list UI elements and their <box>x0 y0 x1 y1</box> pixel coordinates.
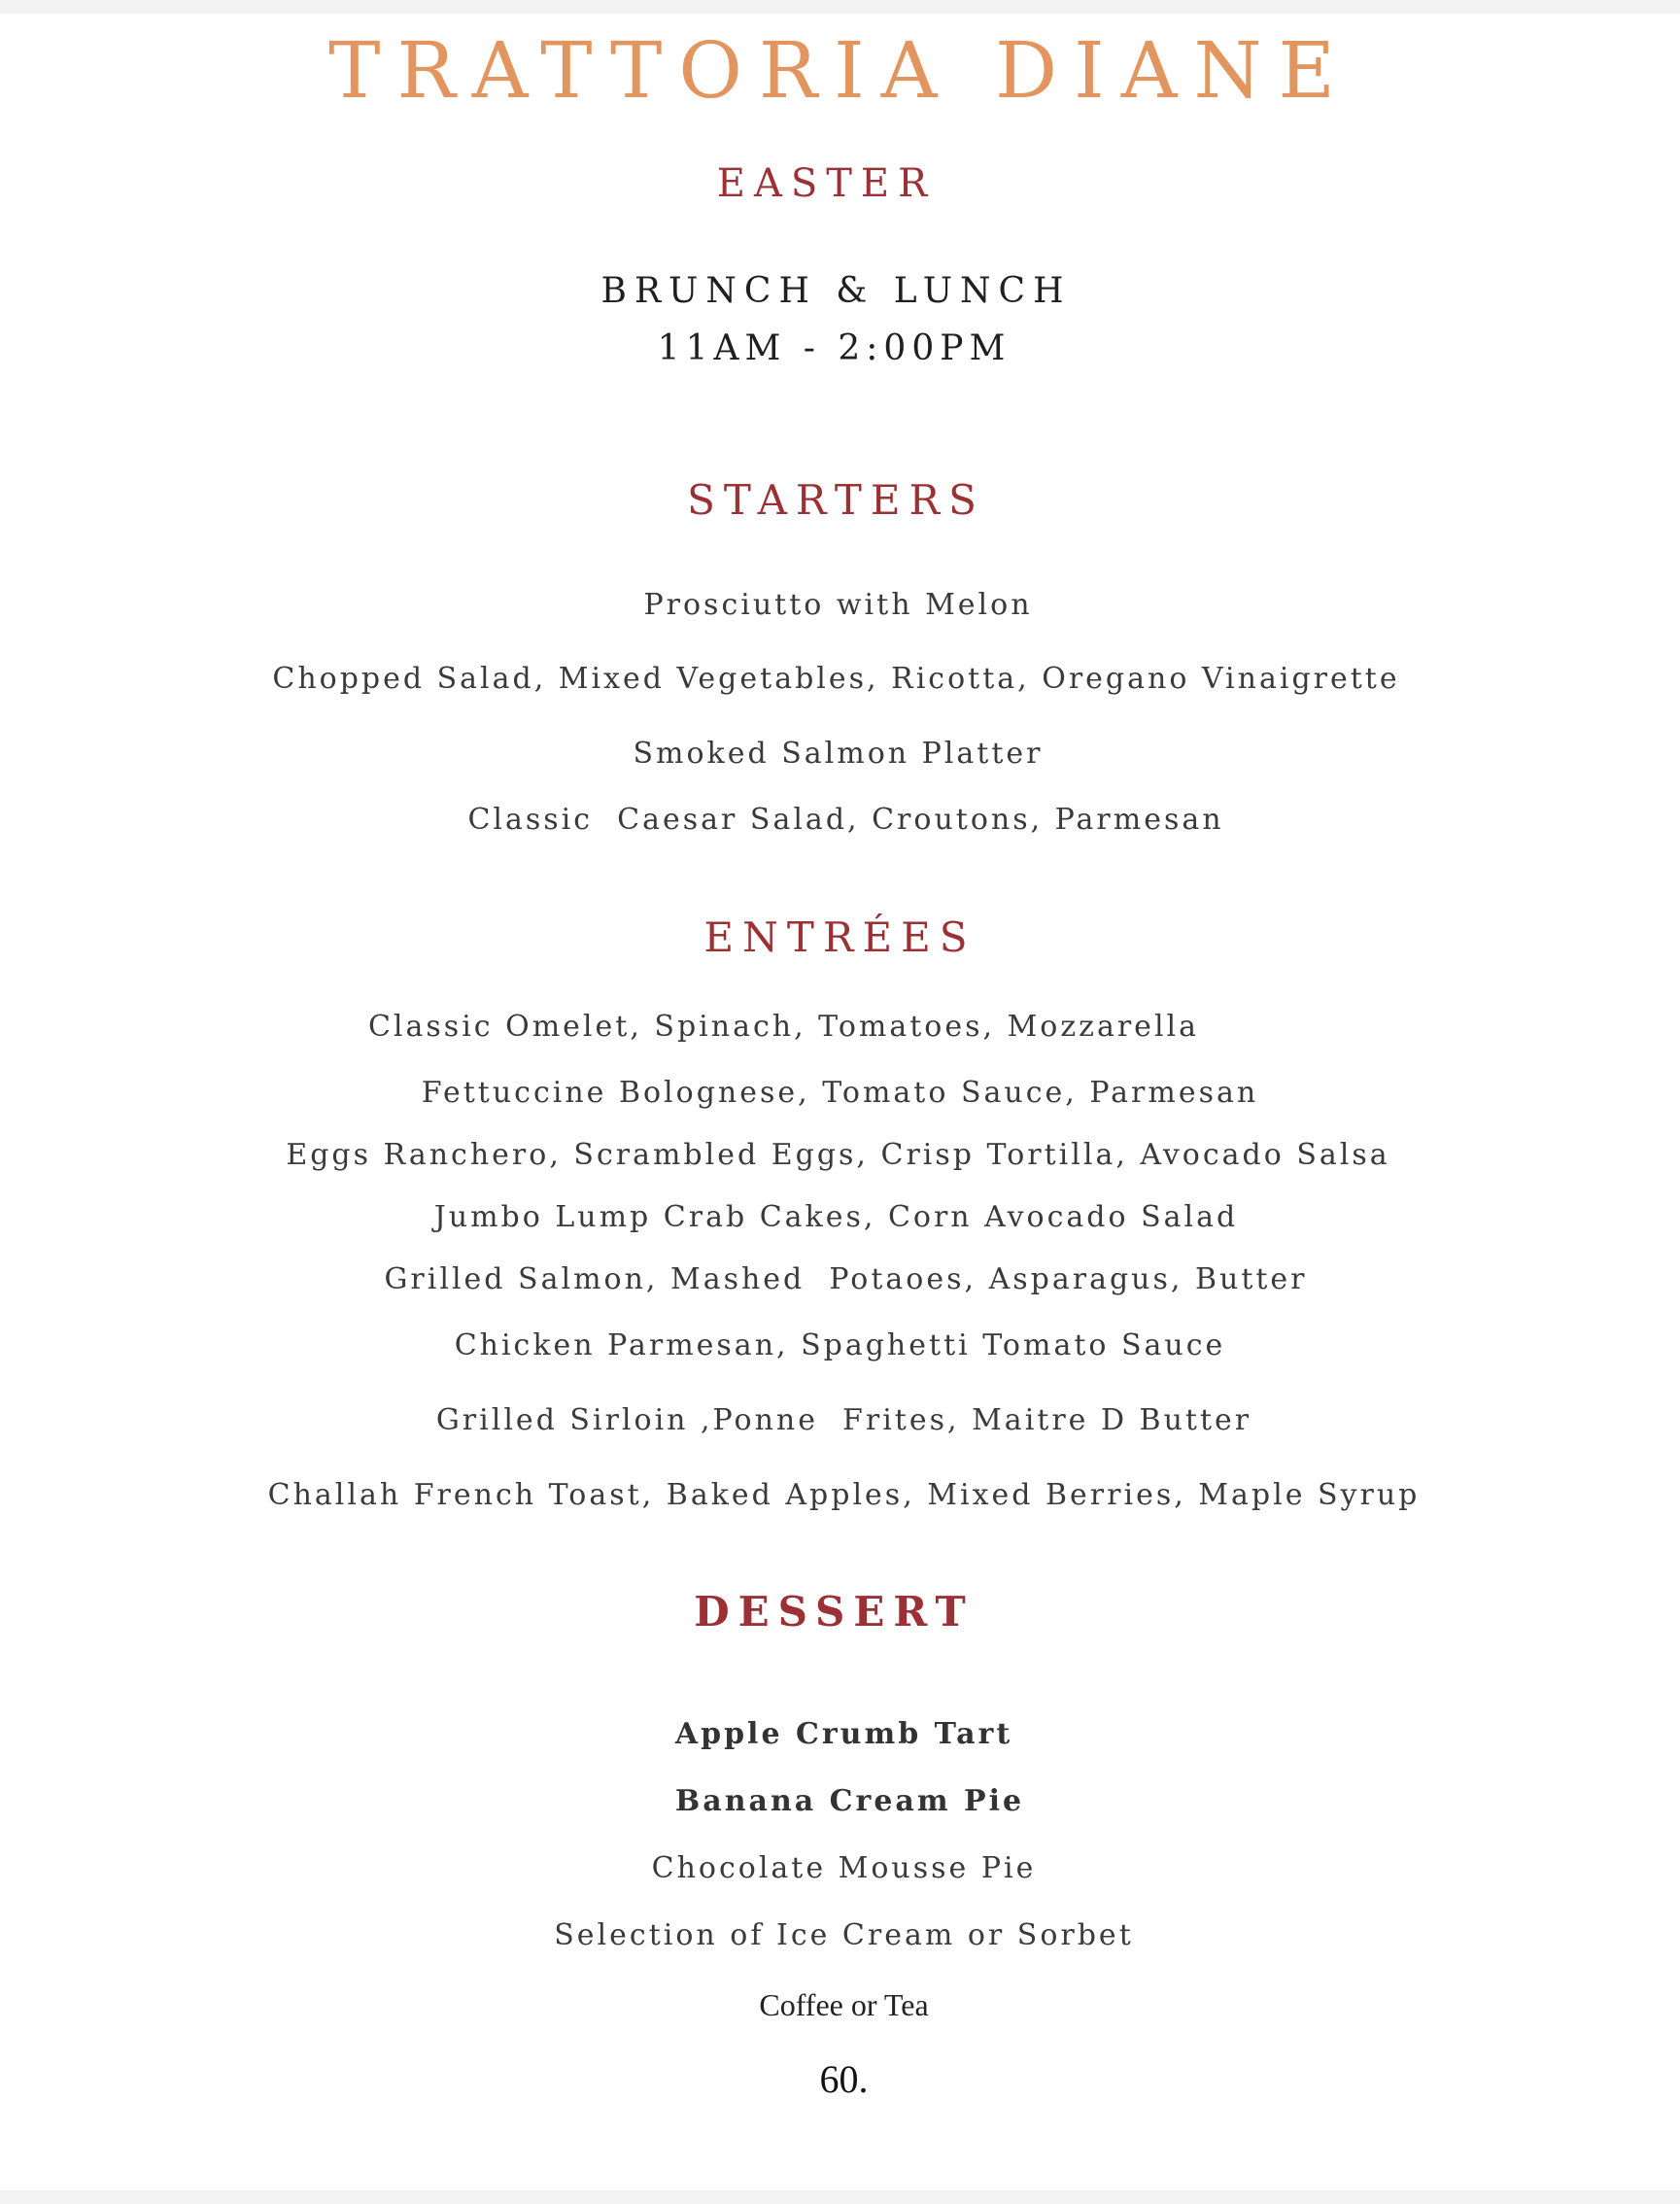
dessert-item: Banana Cream Pie <box>674 1784 1025 1818</box>
menu-price: 60. <box>819 2057 869 2101</box>
restaurant-name: TRATTORIA DIANE <box>328 25 1352 116</box>
menu-page <box>0 14 1680 2190</box>
entree-item: Eggs Ranchero, Scrambled Eggs, Crisp Tortilla, Avocado Salsa <box>286 1138 1390 1172</box>
entree-item: Chicken Parmesan, Spaghetti Tomato Sauce <box>454 1328 1226 1362</box>
occasion-title: EASTER <box>716 161 937 206</box>
section-title-dessert: DESSERT <box>694 1588 975 1636</box>
dessert-item: Selection of Ice Cream or Sorbet <box>554 1918 1134 1952</box>
entree-item: Fettuccine Bolognese, Tomato Sauce, Parmesan <box>421 1076 1259 1110</box>
starter-item: Chopped Salad, Mixed Vegetables, Ricotta, Oregano Vinaigrette <box>272 662 1400 696</box>
dessert-item: Apple Crumb Tart <box>674 1717 1013 1751</box>
section-title-starters: STARTERS <box>687 476 985 524</box>
entree-item: Grilled Sirloin ,Ponne Frites, Maitre D Butter <box>435 1403 1252 1437</box>
service-title: BRUNCH & LUNCH <box>600 271 1072 311</box>
starter-item: Prosciutto with Melon <box>643 588 1033 622</box>
starter-item: Smoked Salmon Platter <box>633 737 1044 771</box>
dessert-item: Coffee or Tea <box>759 1987 929 2022</box>
entree-item: Classic Omelet, Spinach, Tomatoes, Mozzarella <box>367 1010 1200 1044</box>
entree-item: Grilled Salmon, Mashed Potaoes, Asparagus, Butter <box>384 1262 1308 1296</box>
service-hours: 11AM - 2:00PM <box>657 328 1011 368</box>
section-title-entrees: ENTRÉES <box>703 913 977 961</box>
page-bottom-margin <box>0 2190 1680 2204</box>
entree-item: Jumbo Lump Crab Cakes, Corn Avocado Salad <box>433 1200 1239 1234</box>
starter-item: Classic Caesar Salad, Croutons, Parmesan <box>467 803 1224 837</box>
dessert-item: Chocolate Mousse Pie <box>651 1851 1037 1885</box>
entree-item: Challah French Toast, Baked Apples, Mixed Berries, Maple Syrup <box>267 1478 1421 1512</box>
